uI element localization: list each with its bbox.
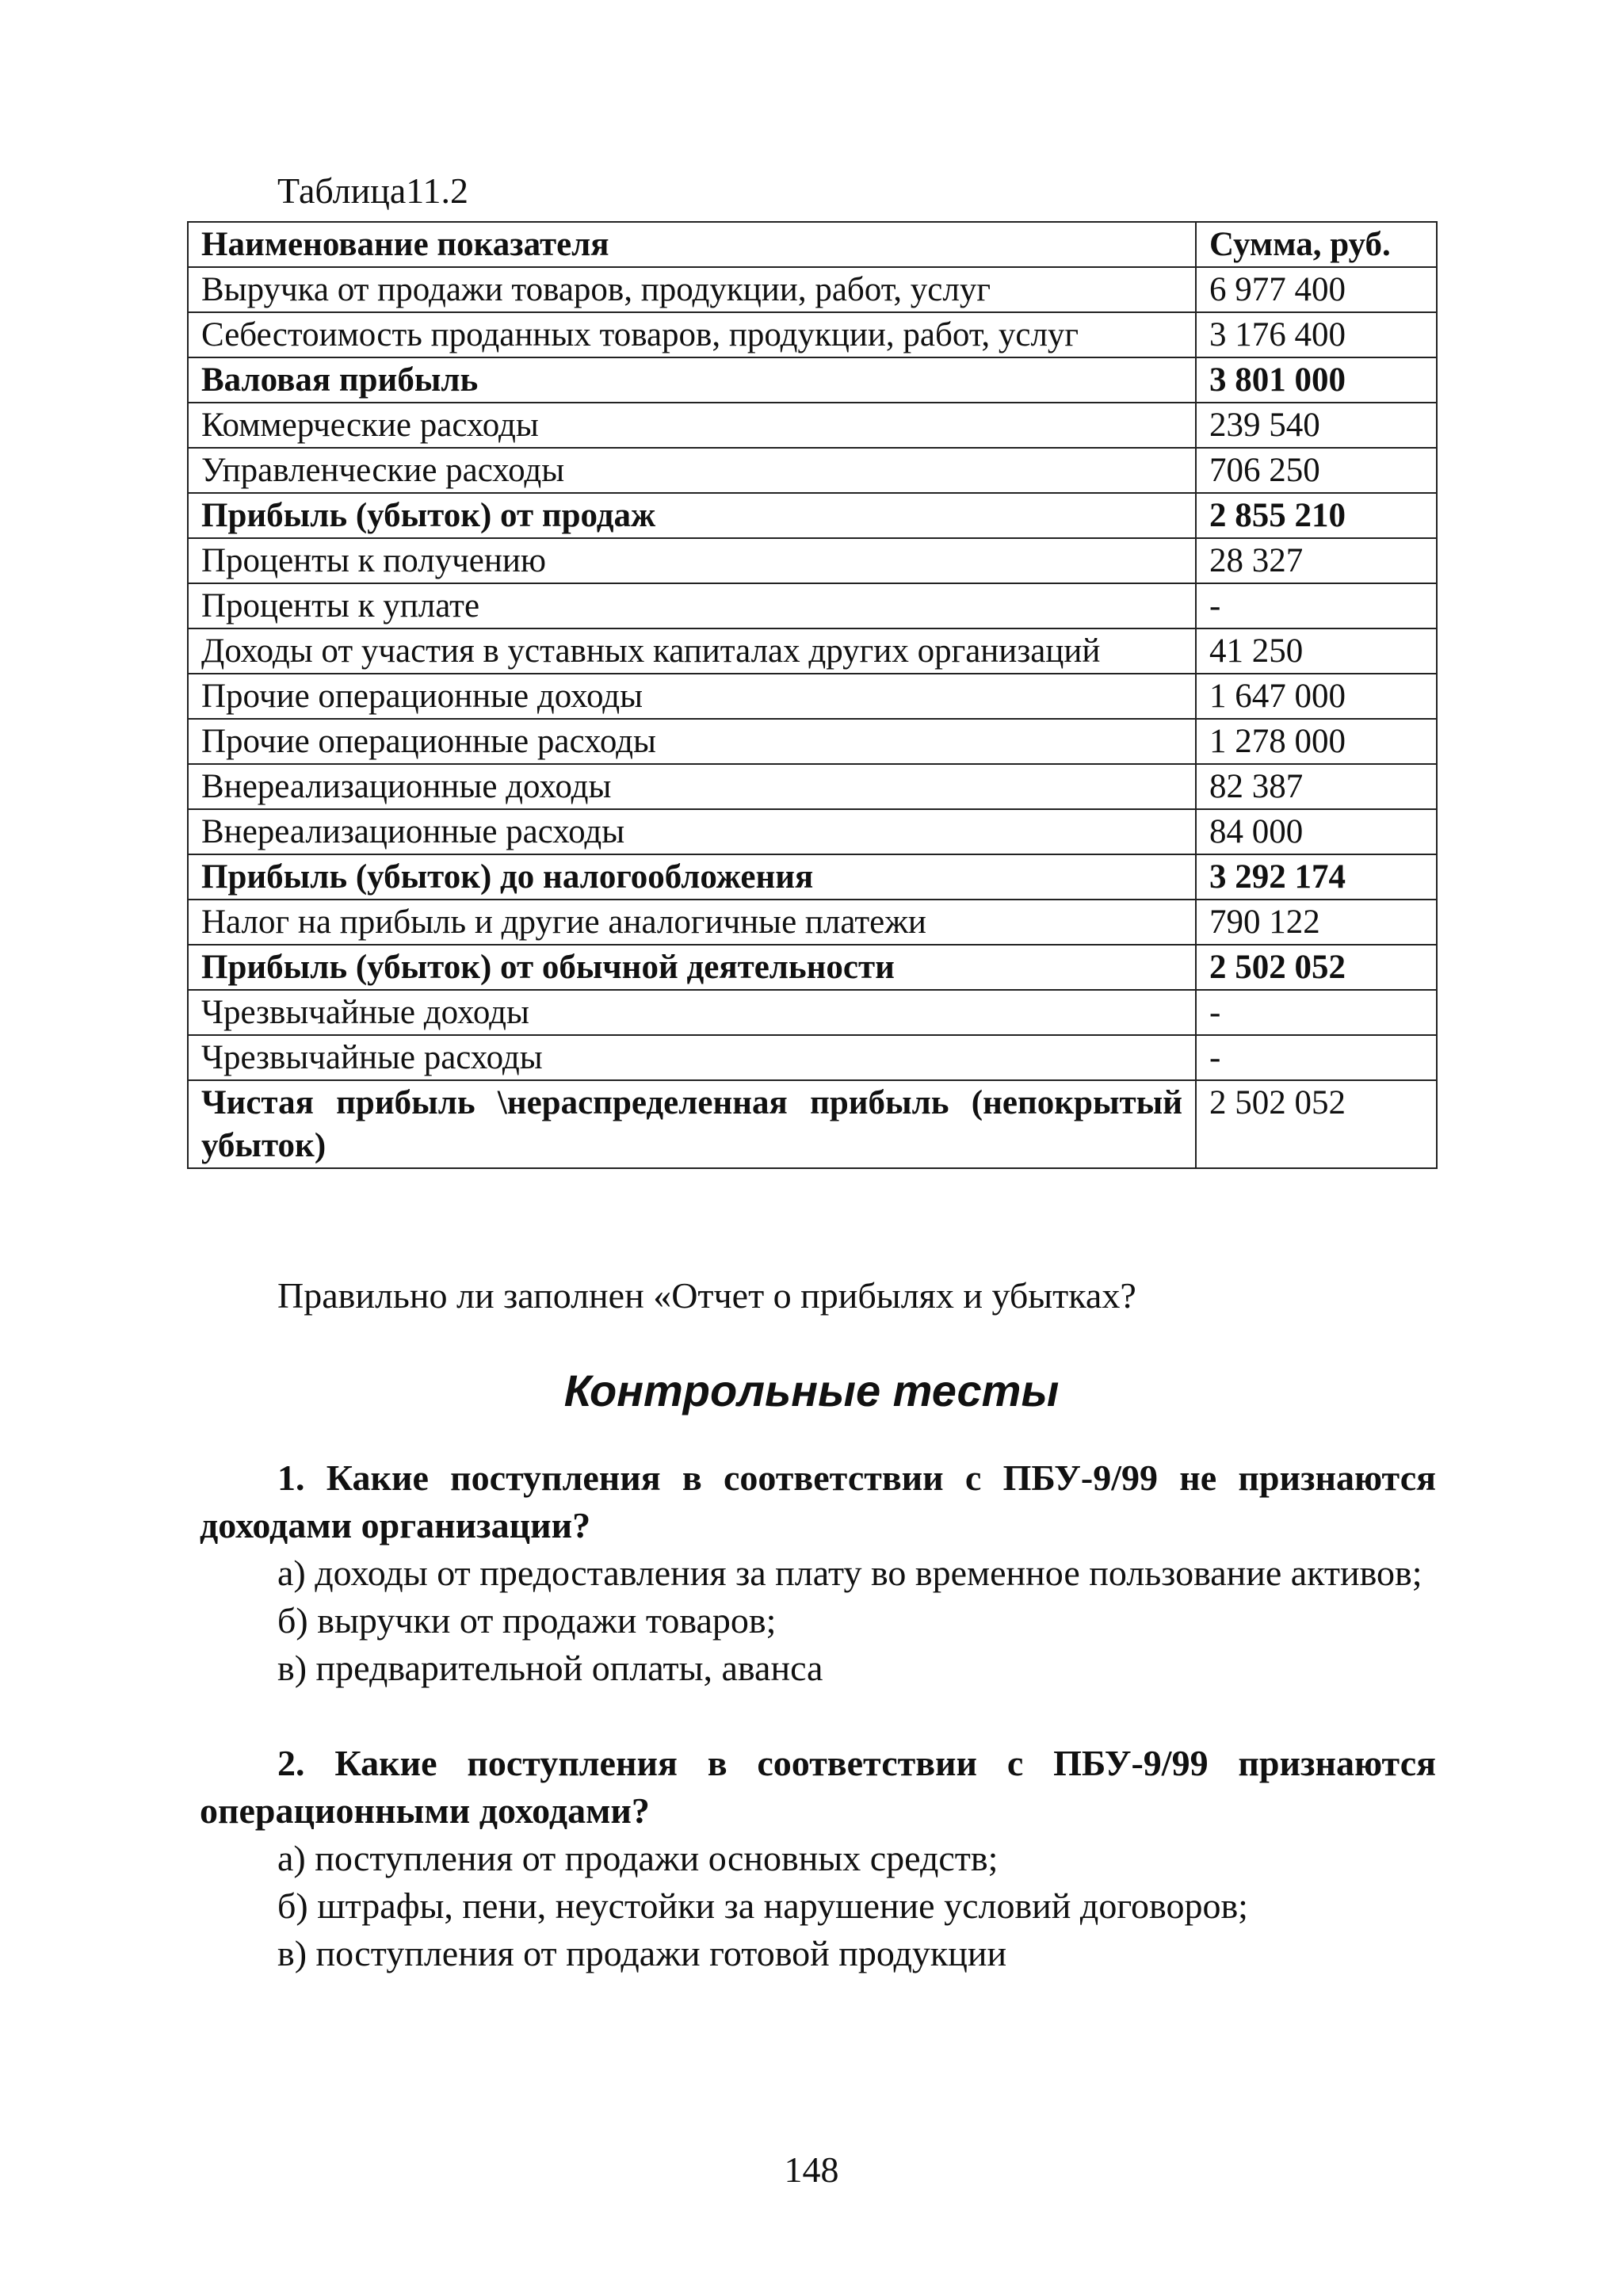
indicator-name: Прибыль (убыток) от продаж bbox=[188, 493, 1196, 538]
indicator-name: Внереализационные расходы bbox=[188, 809, 1196, 854]
table-row bbox=[188, 990, 1437, 1035]
table-row bbox=[188, 854, 1437, 900]
table-row bbox=[188, 538, 1437, 583]
indicator-name: Чрезвычайные расходы bbox=[188, 1035, 1196, 1080]
table-row bbox=[188, 357, 1437, 403]
indicator-name: Прибыль (убыток) от обычной деятельности bbox=[188, 945, 1196, 990]
indicator-name: Валовая прибыль bbox=[188, 357, 1196, 403]
indicator-sum: - bbox=[1196, 990, 1437, 1035]
indicator-name: Внереализационные доходы bbox=[188, 764, 1196, 809]
table-caption: Таблица11.2 bbox=[277, 170, 469, 211]
indicator-sum: 1 647 000 bbox=[1196, 674, 1437, 719]
table-row bbox=[188, 403, 1437, 448]
indicator-name: Прочие операционные доходы bbox=[188, 674, 1196, 719]
table-row bbox=[188, 448, 1437, 493]
table-header-row bbox=[188, 222, 1437, 267]
table-row bbox=[188, 900, 1437, 945]
indicator-sum: 2 502 052 bbox=[1196, 1080, 1437, 1168]
indicator-name: Чрезвычайные доходы bbox=[188, 990, 1196, 1035]
table-row bbox=[188, 312, 1437, 357]
indicator-name: Прибыль (убыток) до налогообложения bbox=[188, 854, 1196, 900]
indicator-sum: 82 387 bbox=[1196, 764, 1437, 809]
indicator-sum: 239 540 bbox=[1196, 403, 1437, 448]
indicator-name: Коммерческие расходы bbox=[188, 403, 1196, 448]
column-header-sum: Сумма, руб. bbox=[1196, 222, 1437, 267]
indicator-sum: 790 122 bbox=[1196, 900, 1437, 945]
answer-option: в) предварительной оплаты, аванса bbox=[277, 1648, 823, 1688]
table-row bbox=[188, 719, 1437, 764]
answer-option: а) доходы от предоставления за плату во временное пользование активов; bbox=[277, 1553, 1423, 1593]
answer-option: в) поступления от продажи готовой продукции bbox=[277, 1933, 1007, 1973]
indicator-name: Прочие операционные расходы bbox=[188, 719, 1196, 764]
indicator-sum: 3 292 174 bbox=[1196, 854, 1437, 900]
indicator-name: Проценты к получению bbox=[188, 538, 1196, 583]
question-title: 2. Какие поступления в соответствии с ПБУ-9/99 признаются операционными доходами? bbox=[200, 1743, 1436, 1831]
indicator-sum: 3 801 000 bbox=[1196, 357, 1437, 403]
question-title: 1. Какие поступления в соответствии с ПБУ-9/99 не признаются доходами организации? bbox=[200, 1457, 1436, 1545]
table-row bbox=[188, 809, 1437, 854]
table-body bbox=[188, 267, 1437, 1168]
table-row bbox=[188, 267, 1437, 312]
question-block bbox=[200, 1454, 1436, 1692]
indicator-name: Налог на прибыль и другие аналогичные платежи bbox=[188, 900, 1196, 945]
indicator-name: Себестоимость проданных товаров, продукции, работ, услуг bbox=[188, 312, 1196, 357]
indicator-name: Выручка от продажи товаров, продукции, работ, услуг bbox=[188, 267, 1196, 312]
table-row bbox=[188, 945, 1437, 990]
question-block bbox=[200, 1740, 1436, 1977]
answer-option: б) штрафы, пени, неустойки за нарушение условий договоров; bbox=[277, 1885, 1248, 1926]
indicator-name: Проценты к уплате bbox=[188, 583, 1196, 628]
indicator-sum: 84 000 bbox=[1196, 809, 1437, 854]
indicator-sum: 2 502 052 bbox=[1196, 945, 1437, 990]
test-questions bbox=[200, 1454, 1436, 1977]
indicator-name: Управленческие расходы bbox=[188, 448, 1196, 493]
page-number: 148 bbox=[784, 2149, 839, 2190]
indicator-sum: 41 250 bbox=[1196, 628, 1437, 674]
indicator-sum: 2 855 210 bbox=[1196, 493, 1437, 538]
answer-option: б) выручки от продажи товаров; bbox=[277, 1600, 777, 1641]
indicator-sum: - bbox=[1196, 583, 1437, 628]
table-row bbox=[188, 674, 1437, 719]
table-row bbox=[188, 493, 1437, 538]
column-header-name: Наименование показателя bbox=[188, 222, 1196, 267]
table-row bbox=[188, 1035, 1437, 1080]
indicator-sum: 1 278 000 bbox=[1196, 719, 1437, 764]
indicator-sum: 6 977 400 bbox=[1196, 267, 1437, 312]
indicator-sum: 3 176 400 bbox=[1196, 312, 1437, 357]
table-row bbox=[188, 628, 1437, 674]
indicator-name: Доходы от участия в уставных капиталах других организаций bbox=[188, 628, 1196, 674]
table-row bbox=[188, 583, 1437, 628]
indicator-sum: - bbox=[1196, 1035, 1437, 1080]
section-title: Контрольные тесты bbox=[563, 1366, 1060, 1415]
table-row bbox=[188, 1080, 1437, 1168]
answer-option: а) поступления от продажи основных средств; bbox=[277, 1838, 999, 1878]
indicator-name: Чистая прибыль \нераспределенная прибыль (непокрытый убыток) bbox=[188, 1080, 1196, 1168]
profit-loss-table bbox=[187, 221, 1438, 1169]
indicator-sum: 706 250 bbox=[1196, 448, 1437, 493]
table-row bbox=[188, 764, 1437, 809]
question-text: Правильно ли заполнен «Отчет о прибылях и убытках? bbox=[277, 1275, 1136, 1316]
indicator-sum: 28 327 bbox=[1196, 538, 1437, 583]
